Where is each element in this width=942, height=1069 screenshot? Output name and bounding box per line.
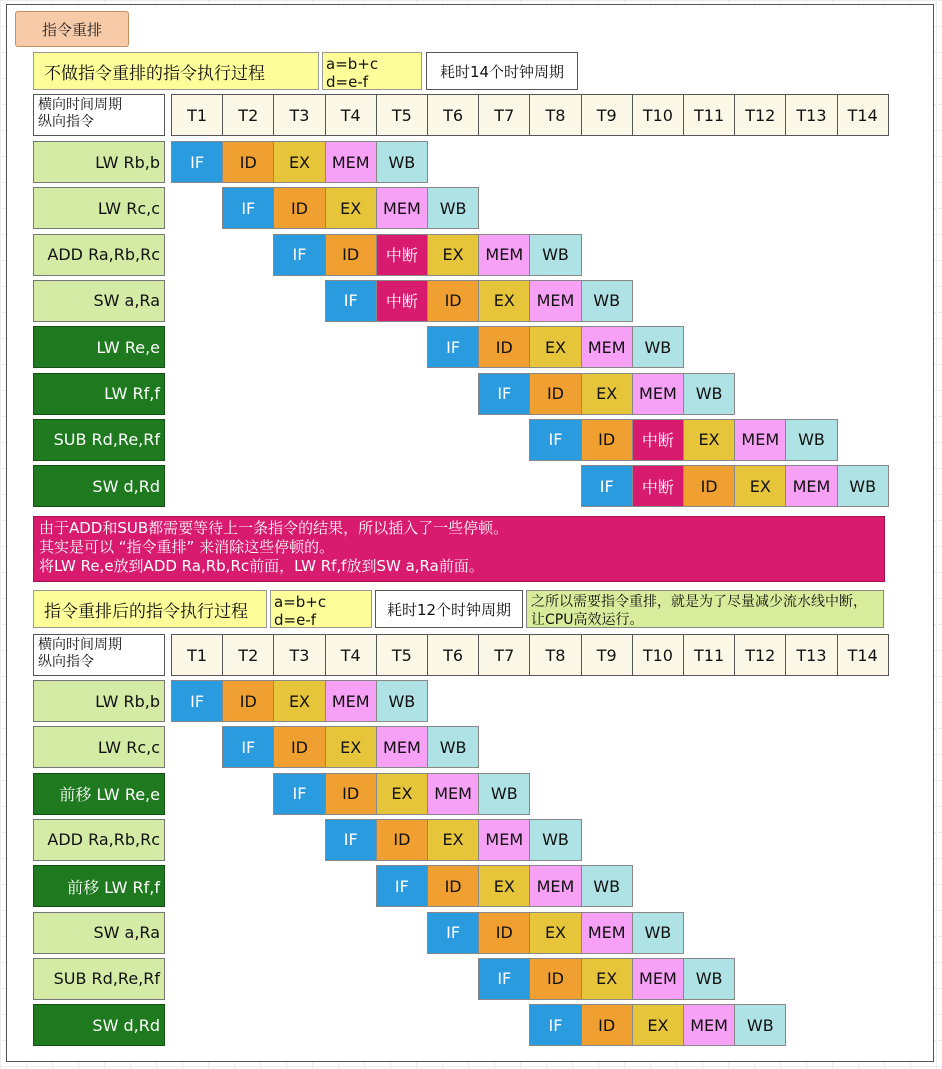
section2-row6-stage-mem-cell: MEM xyxy=(581,912,633,954)
section1-row4-stage-ex-cell: EX xyxy=(478,280,530,322)
header-corner-line1: 横向时间周期 xyxy=(38,637,122,653)
section1-time-t1: T1 xyxy=(171,94,223,136)
section1-row8-stage-if-cell: IF xyxy=(581,465,633,507)
section2-row4-stage-wb-cell: WB xyxy=(529,819,581,861)
section1-row7-stage-if-cell: IF xyxy=(529,419,581,461)
section2-instruction-5: 前移 LW Rf,f xyxy=(33,865,165,907)
section2-row1-stage-mem-cell: MEM xyxy=(325,680,377,722)
section2-row4-stage-if-cell: IF xyxy=(325,819,377,861)
section1-time-t13: T13 xyxy=(785,94,837,136)
section1-row5-stage-ex-cell: EX xyxy=(529,326,581,368)
section2-formula-line1: a=b+c xyxy=(274,593,327,611)
section1-instruction-7: SUB Rd,Re,Rf xyxy=(33,419,165,461)
section2-row2-stage-if-cell: IF xyxy=(222,726,274,768)
section1-formula-line1: a=b+c xyxy=(326,55,379,73)
section2-time-t2: T2 xyxy=(222,634,274,676)
section1-row4-stall-cell: 中断 xyxy=(376,280,428,322)
section2-row8-stage-mem-cell: MEM xyxy=(683,1004,735,1046)
section2-time-t13: T13 xyxy=(785,634,837,676)
section2-instruction-1: LW Rb,b xyxy=(33,680,165,722)
section1-row3-stall-cell: 中断 xyxy=(376,234,428,276)
section1-row5-stage-id-cell: ID xyxy=(478,326,530,368)
section2-row7-stage-mem-cell: MEM xyxy=(632,958,684,1000)
section2-row8-stage-ex-cell: EX xyxy=(632,1004,684,1046)
page-tag: 指令重排 xyxy=(15,11,129,47)
section2-row4-stage-mem-cell: MEM xyxy=(478,819,530,861)
section2-time-t4: T4 xyxy=(325,634,377,676)
note-line2: 其实是可以 “指令重排” 来消除这些停顿的。 xyxy=(39,538,335,556)
section1-row6-stage-if-cell: IF xyxy=(478,373,530,415)
section1-formula-line2: d=e-f xyxy=(326,73,369,91)
section1-time-t14: T14 xyxy=(837,94,889,136)
section2-time-t7: T7 xyxy=(478,634,530,676)
section1-row8-stall-cell: 中断 xyxy=(632,465,684,507)
section1-row4-stage-id-cell: ID xyxy=(427,280,479,322)
section1-header-corner xyxy=(33,94,165,136)
section1-time-t4: T4 xyxy=(325,94,377,136)
section1-time-t8: T8 xyxy=(529,94,581,136)
section2-row8-stage-wb-cell: WB xyxy=(734,1004,786,1046)
section1-row1-stage-ex-cell: EX xyxy=(273,141,325,183)
section2-row1-stage-id-cell: ID xyxy=(222,680,274,722)
section1-row1-stage-if-cell: IF xyxy=(171,141,223,183)
section2-row7-stage-if-cell: IF xyxy=(478,958,530,1000)
section1-row3-stage-id-cell: ID xyxy=(325,234,377,276)
section2-instruction-4: ADD Ra,Rb,Rc xyxy=(33,819,165,861)
section2-row6-stage-ex-cell: EX xyxy=(529,912,581,954)
section1-time-t10: T10 xyxy=(632,94,684,136)
section2-time-t8: T8 xyxy=(529,634,581,676)
section1-row5-stage-wb-cell: WB xyxy=(632,326,684,368)
section2-row4-stage-id-cell: ID xyxy=(376,819,428,861)
section1-time-t11: T11 xyxy=(683,94,735,136)
section2-row8-stage-id-cell: ID xyxy=(581,1004,633,1046)
note-line1: 由于ADD和SUB都需要等待上一条指令的结果，所以插入了一些停顿。 xyxy=(39,519,509,537)
section1-row7-stage-mem-cell: MEM xyxy=(734,419,786,461)
section1-row7-stall-cell: 中断 xyxy=(632,419,684,461)
section2-explanation: 之所以需要指令重排，就是为了尽量减少流水线中断，让CPU高效运行。 xyxy=(526,590,884,628)
section2-row7-stage-id-cell: ID xyxy=(529,958,581,1000)
section2-row1-stage-wb-cell: WB xyxy=(376,680,428,722)
section1-row4-stage-mem-cell: MEM xyxy=(529,280,581,322)
note-line3: 将LW Re,e放到ADD Ra,Rb,Rc前面，LW Rf,f放到SW a,Ra前面。 xyxy=(39,557,484,575)
section1-row2-stage-wb-cell: WB xyxy=(427,187,479,229)
section1-row2-stage-mem-cell: MEM xyxy=(376,187,428,229)
section2-instruction-3: 前移 LW Re,e xyxy=(33,773,165,815)
header-corner-line1: 横向时间周期 xyxy=(38,97,122,113)
header-corner-line2: 纵向指令 xyxy=(38,654,94,670)
section2-row6-stage-wb-cell: WB xyxy=(632,912,684,954)
section1-time-t6: T6 xyxy=(427,94,479,136)
section2-row5-stage-mem-cell: MEM xyxy=(529,865,581,907)
section1-row5-stage-if-cell: IF xyxy=(427,326,479,368)
section1-row7-stage-wb-cell: WB xyxy=(785,419,837,461)
section1-row3-stage-mem-cell: MEM xyxy=(478,234,530,276)
section1-row8-stage-mem-cell: MEM xyxy=(785,465,837,507)
section1-row8-stage-wb-cell: WB xyxy=(837,465,889,507)
section2-row3-stage-id-cell: ID xyxy=(325,773,377,815)
section1-row2-stage-ex-cell: EX xyxy=(325,187,377,229)
section2-row5-stage-ex-cell: EX xyxy=(478,865,530,907)
section2-row7-stage-ex-cell: EX xyxy=(581,958,633,1000)
section2-row3-stage-mem-cell: MEM xyxy=(427,773,479,815)
section2-time-t1: T1 xyxy=(171,634,223,676)
section2-time-t9: T9 xyxy=(581,634,633,676)
section1-row6-stage-wb-cell: WB xyxy=(683,373,735,415)
section1-cost: 耗时14个时钟周期 xyxy=(426,52,578,90)
header-corner-line2: 纵向指令 xyxy=(38,114,94,130)
section1-instruction-4: SW a,Ra xyxy=(33,280,165,322)
section2-time-t5: T5 xyxy=(376,634,428,676)
section2-row6-stage-if-cell: IF xyxy=(427,912,479,954)
section2-instruction-8: SW d,Rd xyxy=(33,1004,165,1046)
section2-row2-stage-id-cell: ID xyxy=(273,726,325,768)
section1-time-t7: T7 xyxy=(478,94,530,136)
section1-instruction-2: LW Rc,c xyxy=(33,187,165,229)
section2-row3-stage-ex-cell: EX xyxy=(376,773,428,815)
section1-formula xyxy=(322,52,422,90)
section2-instruction-2: LW Rc,c xyxy=(33,726,165,768)
section2-header-corner xyxy=(33,634,165,676)
section1-row2-stage-id-cell: ID xyxy=(273,187,325,229)
section2-row3-stage-if-cell: IF xyxy=(273,773,325,815)
section1-row7-stage-id-cell: ID xyxy=(581,419,633,461)
section2-row5-stage-id-cell: ID xyxy=(427,865,479,907)
section1-time-t2: T2 xyxy=(222,94,274,136)
section2-formula xyxy=(270,590,372,628)
section1-row5-stage-mem-cell: MEM xyxy=(581,326,633,368)
section2-row4-stage-ex-cell: EX xyxy=(427,819,479,861)
section2-row5-stage-wb-cell: WB xyxy=(581,865,633,907)
section1-row3-stage-ex-cell: EX xyxy=(427,234,479,276)
section2-cost: 耗时12个时钟周期 xyxy=(375,590,523,628)
section2-time-t10: T10 xyxy=(632,634,684,676)
section1-row3-stage-if-cell: IF xyxy=(273,234,325,276)
section1-row1-stage-wb-cell: WB xyxy=(376,141,428,183)
section1-row4-stage-if-cell: IF xyxy=(325,280,377,322)
section2-row1-stage-if-cell: IF xyxy=(171,680,223,722)
section2-row6-stage-id-cell: ID xyxy=(478,912,530,954)
section1-row4-stage-wb-cell: WB xyxy=(581,280,633,322)
section2-time-t12: T12 xyxy=(734,634,786,676)
section1-instruction-3: ADD Ra,Rb,Rc xyxy=(33,234,165,276)
section2-title: 指令重排后的指令执行过程 xyxy=(33,590,267,628)
explanation-note xyxy=(33,516,885,582)
section1-row6-stage-id-cell: ID xyxy=(529,373,581,415)
section1-instruction-6: LW Rf,f xyxy=(33,373,165,415)
section1-instruction-1: LW Rb,b xyxy=(33,141,165,183)
section1-row7-stage-ex-cell: EX xyxy=(683,419,735,461)
section1-row6-stage-mem-cell: MEM xyxy=(632,373,684,415)
section1-row2-stage-if-cell: IF xyxy=(222,187,274,229)
section2-row2-stage-wb-cell: WB xyxy=(427,726,479,768)
section2-time-t6: T6 xyxy=(427,634,479,676)
section2-time-t3: T3 xyxy=(273,634,325,676)
section2-time-t14: T14 xyxy=(837,634,889,676)
section1-row1-stage-id-cell: ID xyxy=(222,141,274,183)
section2-row5-stage-if-cell: IF xyxy=(376,865,428,907)
section2-instruction-6: SW a,Ra xyxy=(33,912,165,954)
section1-instruction-8: SW d,Rd xyxy=(33,465,165,507)
section1-row8-stage-id-cell: ID xyxy=(683,465,735,507)
section2-row8-stage-if-cell: IF xyxy=(529,1004,581,1046)
section2-row1-stage-ex-cell: EX xyxy=(273,680,325,722)
section2-instruction-7: SUB Rd,Re,Rf xyxy=(33,958,165,1000)
section1-row8-stage-ex-cell: EX xyxy=(734,465,786,507)
section2-row2-stage-ex-cell: EX xyxy=(325,726,377,768)
section2-row2-stage-mem-cell: MEM xyxy=(376,726,428,768)
section1-time-t5: T5 xyxy=(376,94,428,136)
section2-row7-stage-wb-cell: WB xyxy=(683,958,735,1000)
section1-title: 不做指令重排的指令执行过程 xyxy=(33,52,319,90)
section1-row6-stage-ex-cell: EX xyxy=(581,373,633,415)
section1-time-t12: T12 xyxy=(734,94,786,136)
section1-instruction-5: LW Re,e xyxy=(33,326,165,368)
section2-time-t11: T11 xyxy=(683,634,735,676)
section2-row3-stage-wb-cell: WB xyxy=(478,773,530,815)
section1-time-t9: T9 xyxy=(581,94,633,136)
section1-row3-stage-wb-cell: WB xyxy=(529,234,581,276)
section1-row1-stage-mem-cell: MEM xyxy=(325,141,377,183)
section2-formula-line2: d=e-f xyxy=(274,611,317,629)
section1-time-t3: T3 xyxy=(273,94,325,136)
